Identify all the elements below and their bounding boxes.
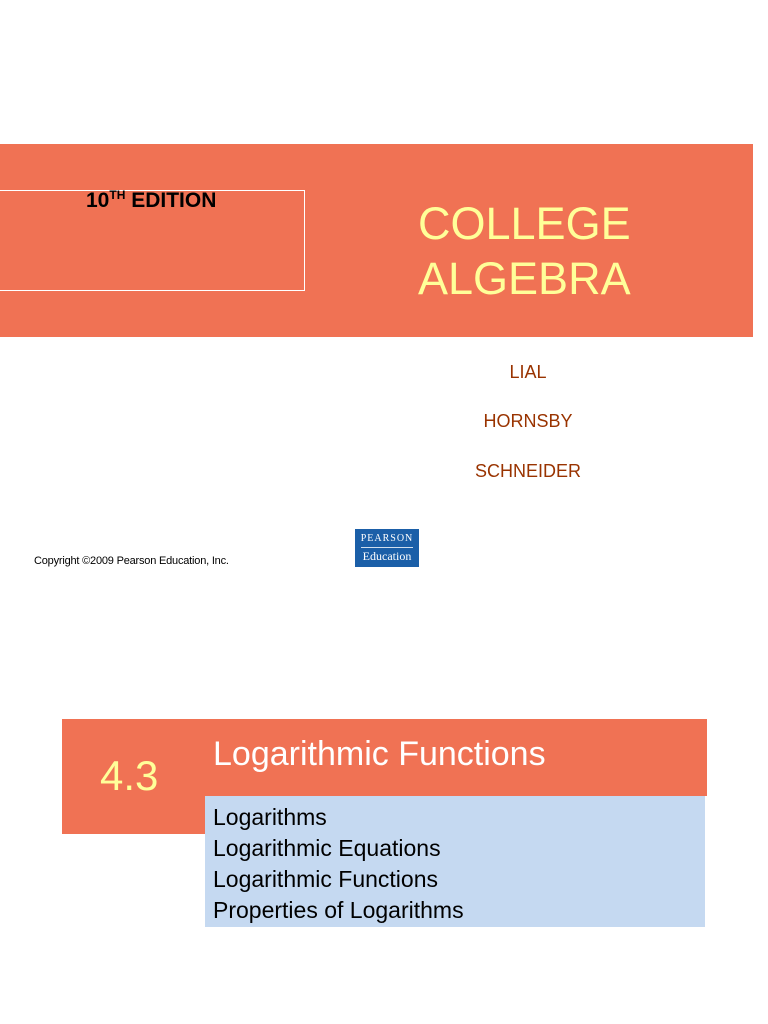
topics-list bbox=[205, 796, 705, 927]
book-title-line-1: COLLEGE bbox=[418, 198, 631, 249]
copyright-notice: Copyright ©2009 Pearson Education, Inc. bbox=[34, 555, 229, 567]
author-lial: LIAL bbox=[509, 362, 547, 382]
logo-divider bbox=[361, 547, 413, 548]
section-title: Logarithmic Functions bbox=[213, 735, 546, 773]
title-banner bbox=[0, 144, 753, 337]
author-schneider: SCHNEIDER bbox=[474, 461, 581, 481]
topic-item: Logarithmic Equations bbox=[213, 835, 441, 861]
logo-line-1: PEARSON bbox=[360, 533, 414, 544]
edition-superscript: TH bbox=[109, 188, 126, 202]
book-title bbox=[418, 196, 738, 306]
edition-number: 10 bbox=[86, 189, 110, 212]
section-banner-tab bbox=[62, 796, 205, 834]
book-title-line-2: ALGEBRA bbox=[418, 253, 631, 304]
edition-word: EDITION bbox=[131, 189, 217, 212]
section-number: 4.3 bbox=[100, 752, 159, 799]
topic-item: Logarithms bbox=[213, 804, 327, 830]
edition-label bbox=[86, 189, 216, 213]
topic-item: Logarithmic Functions bbox=[213, 866, 438, 892]
pearson-education-logo bbox=[355, 529, 419, 567]
topic-item: Properties of Logarithms bbox=[213, 897, 464, 923]
author-hornsby: HORNSBY bbox=[483, 411, 573, 431]
logo-line-2: Education bbox=[362, 549, 412, 563]
